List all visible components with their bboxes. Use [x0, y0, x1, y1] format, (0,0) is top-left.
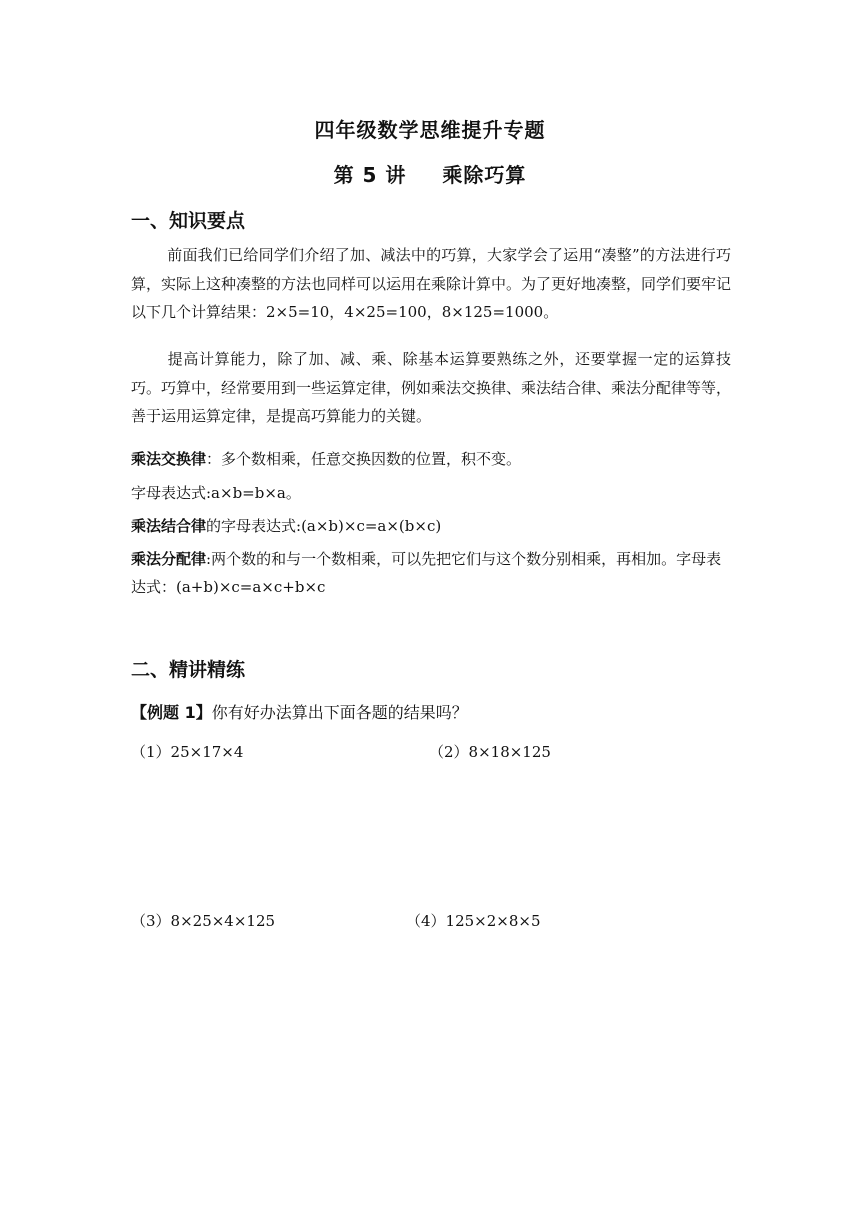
section-heading-knowledge: 一、知识要点 — [131, 210, 246, 232]
associative-law — [131, 512, 731, 540]
lesson-title — [0, 159, 860, 188]
paragraph-skills-text: 提高计算能力，除了加、减、乘、除基本运算要熟练之外，还要掌握一定的运算技巧。巧算中，经常要用到一些运算定律，例如乘法交换律、乘法结合律、乘法分配律等等，善于运用运算定律，是提高巧算能力的关键。 — [131, 350, 732, 425]
paragraph-intro-text: 前面我们已给同学们介绍了加、减法中的巧算，大家学会了运用“凑整”的方法进行巧算，实际上这种凑整的方法也同样可以运用在乘除计算中。为了更好地凑整，同学们要牢记以下几个计算结果：2×5=10，4×25=100，8×125=1000。 — [131, 246, 732, 321]
paragraph-intro — [131, 241, 731, 327]
paragraph-skills — [131, 345, 731, 431]
problem-2: （2）8×18×125 — [429, 743, 551, 761]
problem-1: （1）25×17×4 — [131, 743, 244, 761]
section-heading-practice: 二、精讲精练 — [131, 659, 246, 681]
associative-law-text: 的字母表达式:(a×b)×c=a×(b×c) — [206, 517, 442, 535]
document-title: 四年级数学思维提升专题 — [314, 118, 546, 142]
problem-3: （3）8×25×4×125 — [131, 912, 276, 930]
example-question: 你有好办法算出下面各题的结果吗？ — [211, 703, 468, 722]
distributive-law-text: :两个数的和与一个数相乘，可以先把它们与这个数分别相乘，再相加。字母表达式：(a+b)×c=a×c+b×c — [131, 550, 722, 596]
commutative-law-label: 乘法交换律 — [131, 450, 207, 468]
distributive-law-label: 乘法分配律 — [131, 550, 207, 568]
example-label: 【例题 1】 — [131, 703, 212, 722]
lesson-name: 乘除巧算 — [442, 163, 527, 187]
commutative-law-text: ：多个数相乘，任意交换因数的位置，积不变。 — [206, 450, 522, 468]
commutative-formula: 字母表达式:a×b=b×a。 — [131, 484, 301, 502]
example-1 — [131, 700, 468, 723]
problem-4: （4）125×2×8×5 — [406, 912, 541, 930]
distributive-law — [131, 545, 731, 601]
associative-law-label: 乘法结合律 — [131, 517, 207, 535]
lesson-number: 第 5 讲 — [333, 163, 407, 187]
commutative-law — [131, 445, 731, 473]
